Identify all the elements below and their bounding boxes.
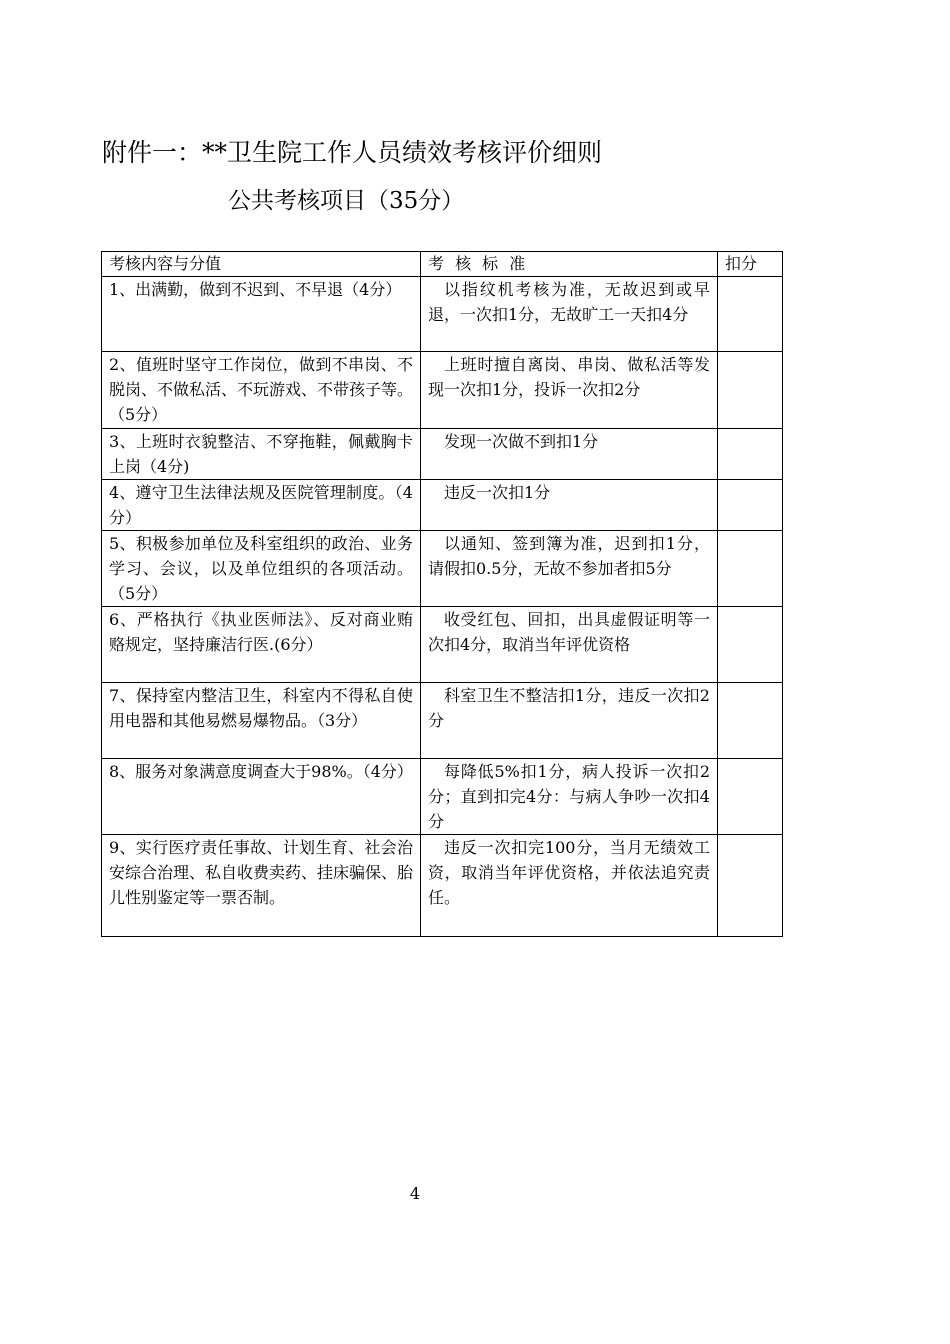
row-deduct-cell — [718, 683, 783, 759]
row-standard-cell: 以通知、签到簿为准，迟到扣1分，请假扣0.5分，无故不参加者扣5分 — [421, 531, 718, 607]
table-row — [102, 607, 783, 683]
row-content-cell: 9、实行医疗责任事故、计划生育、社会治安综合治理、私自收费卖药、挂床骗保、胎儿性别鉴定等一票否制。 — [102, 835, 421, 937]
table-row — [102, 429, 783, 480]
table-row — [102, 277, 783, 352]
row-standard-cell: 违反一次扣完100分，当月无绩效工资，取消当年评优资格，并依法追究责任。 — [421, 835, 718, 937]
page-number: 4 — [409, 1184, 421, 1203]
document-subtitle: 公共考核项目（35分） — [228, 188, 465, 214]
row-content-cell: 6、严格执行《执业医师法》、反对商业贿赂规定，坚持廉洁行医.(6分） — [102, 607, 421, 683]
document-title: 附件一：**卫生院工作人员绩效考核评价细则 — [102, 138, 603, 167]
row-standard-cell: 每降低5%扣1分，病人投诉一次扣2分；直到扣完4分：与病人争吵一次扣4分 — [421, 759, 718, 835]
row-standard-cell: 以指纹机考核为准，无故迟到或早退，一次扣1分，无故旷工一天扣4分 — [421, 277, 718, 352]
table-row — [102, 835, 783, 937]
header-deduct: 扣分 — [718, 252, 783, 277]
row-content-cell: 8、服务对象满意度调查大于98%。（4分） — [102, 759, 421, 835]
row-deduct-cell — [718, 835, 783, 937]
row-deduct-cell — [718, 607, 783, 683]
row-standard-cell: 违反一次扣1分 — [421, 480, 718, 531]
row-deduct-cell — [718, 352, 783, 429]
assessment-table — [101, 251, 783, 937]
row-standard-cell: 科室卫生不整洁扣1分，违反一次扣2分 — [421, 683, 718, 759]
header-standard: 考 核 标 准 — [421, 252, 718, 277]
table-row — [102, 480, 783, 531]
table-row — [102, 759, 783, 835]
row-content-cell: 7、保持室内整洁卫生，科室内不得私自使用电器和其他易燃易爆物品。（3分） — [102, 683, 421, 759]
table-row — [102, 352, 783, 429]
row-standard-cell: 发现一次做不到扣1分 — [421, 429, 718, 480]
row-content-cell: 5、积极参加单位及科室组织的政治、业务学习、会议，以及单位组织的各项活动。（5分） — [102, 531, 421, 607]
row-deduct-cell — [718, 480, 783, 531]
row-deduct-cell — [718, 759, 783, 835]
row-content-cell: 3、上班时衣貌整洁、不穿拖鞋，佩戴胸卡上岗（4分) — [102, 429, 421, 480]
row-content-cell: 2、值班时坚守工作岗位，做到不串岗、不脱岗、不做私活、不玩游戏、不带孩子等。（5分） — [102, 352, 421, 429]
table-header-row — [102, 252, 783, 277]
header-content: 考核内容与分值 — [102, 252, 421, 277]
row-content-cell: 1、出满勤，做到不迟到、不早退（4分） — [102, 277, 421, 352]
row-deduct-cell — [718, 277, 783, 352]
table-row — [102, 683, 783, 759]
row-standard-cell: 收受红包、回扣，出具虚假证明等一次扣4分，取消当年评优资格 — [421, 607, 718, 683]
row-deduct-cell — [718, 531, 783, 607]
row-standard-cell: 上班时擅自离岗、串岗、做私活等发现一次扣1分，投诉一次扣2分 — [421, 352, 718, 429]
table-row — [102, 531, 783, 607]
row-deduct-cell — [718, 429, 783, 480]
row-content-cell: 4、遵守卫生法律法规及医院管理制度。（4分） — [102, 480, 421, 531]
